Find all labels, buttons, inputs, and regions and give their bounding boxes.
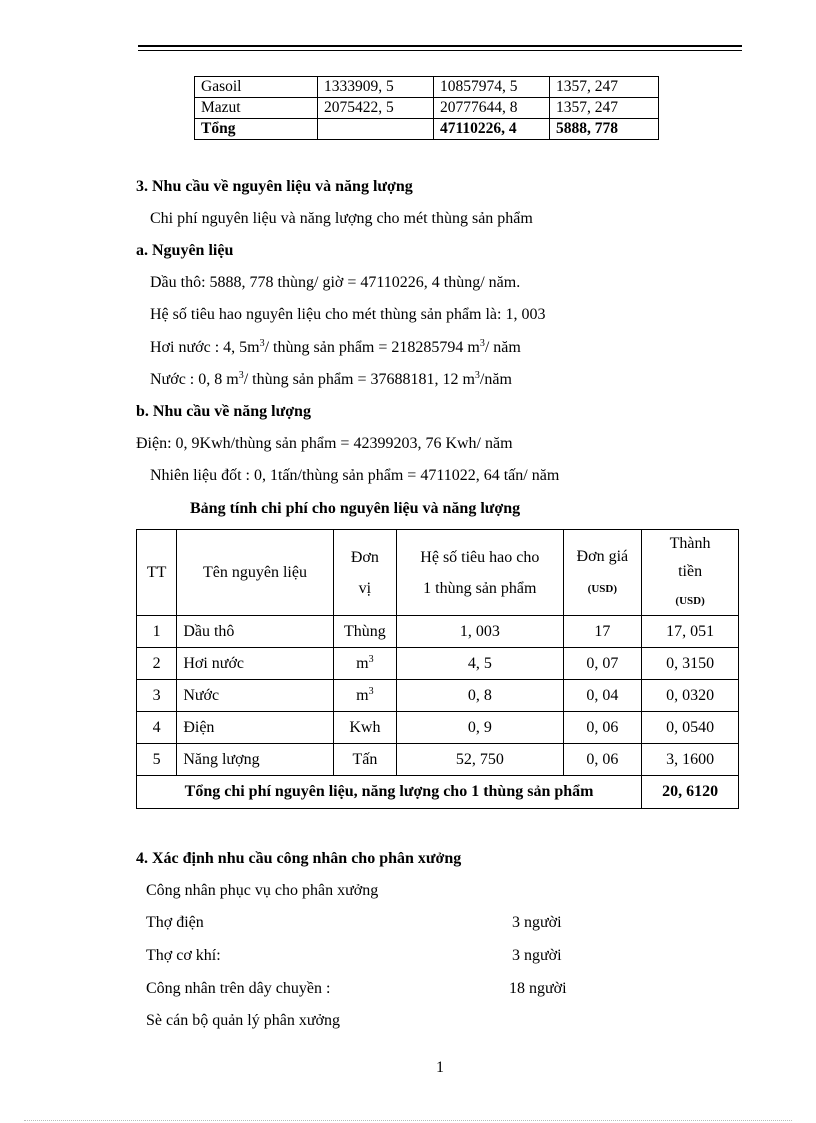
cell-unit: Thùng <box>333 616 397 648</box>
cell-total: 0, 0540 <box>642 712 739 744</box>
cell-coef: 52, 750 <box>397 744 563 776</box>
cell-name: Điện <box>177 712 333 744</box>
cell: 1357, 247 <box>550 77 659 98</box>
cell-price: 0, 06 <box>563 712 642 744</box>
superscript: 3 <box>474 370 480 381</box>
cell-name: Hơi nước <box>177 648 333 680</box>
cell-name: Dầu thô <box>177 616 333 648</box>
header-rule-thick <box>138 45 742 47</box>
consumption-coef-line: Hệ số tiêu hao nguyên liệu cho mét thùng sản phẩm là: 1, 003 <box>150 306 546 323</box>
header-unit-line1: Đơn <box>350 548 379 566</box>
header-coef <box>397 530 563 616</box>
cell-tt: 2 <box>137 648 177 680</box>
steam-line <box>150 338 521 358</box>
electricity-line: Điện: 0, 9Kwh/thùng sản phẩm = 42399203, 76 Kwh/ năm <box>136 435 513 452</box>
cell-price: 0, 04 <box>563 680 642 712</box>
header-total <box>642 530 739 616</box>
subsection-a-heading: a. Nguyên liệu <box>136 242 234 259</box>
total-label: Tổng chi phí nguyên liệu, năng lượng cho 1 thùng sản phẩm <box>137 776 642 809</box>
cell-tt: 5 <box>137 744 177 776</box>
header-total-line2: tiền <box>678 563 703 580</box>
table-row <box>195 98 659 119</box>
worker-count: 3 người <box>512 914 562 931</box>
steam-line-part3: / năm <box>484 339 521 356</box>
cell: 1357, 247 <box>550 98 659 119</box>
cell-tt: 4 <box>137 712 177 744</box>
section-3-heading: 3. Nhu cầu về nguyên liệu và năng lượng <box>136 178 413 195</box>
superscript: 3 <box>238 370 244 381</box>
table-total-row <box>137 776 739 809</box>
header-unit <box>333 530 397 616</box>
fuel-line: Nhiên liệu đốt : 0, 1tấn/thùng sản phẩm = 4711022, 64 tấn/ năm <box>150 467 560 484</box>
cost-table-caption: Bảng tính chi phí cho nguyên liệu và năng lượng <box>190 500 521 517</box>
cell: Mazut <box>195 98 318 119</box>
header-total-line3: (USD) <box>675 595 705 607</box>
header-price-line1: Đơn giá <box>576 547 629 565</box>
cell-unit <box>333 680 397 712</box>
cell-price: 17 <box>563 616 642 648</box>
steam-line-part1: Hơi nước : 4, 5m <box>150 339 260 356</box>
cell: 47110226, 4 <box>434 119 550 140</box>
water-line-part2: / thùng sản phẩm = 37688181, 12 m <box>243 371 475 388</box>
total-value: 20, 6120 <box>642 776 739 809</box>
water-line-part3: /năm <box>479 371 512 388</box>
subsection-b-heading: b. Nhu cầu về năng lượng <box>136 403 311 420</box>
superscript: 3 <box>368 653 374 665</box>
cell-coef: 4, 5 <box>397 648 563 680</box>
cell-unit-text: m <box>356 654 369 672</box>
table-header-row <box>137 530 739 616</box>
cell-total: 3, 1600 <box>642 744 739 776</box>
cell: 2075422, 5 <box>318 98 434 119</box>
table-row <box>195 119 659 140</box>
worker-role: Công nhân trên dây chuyền : <box>146 980 331 997</box>
superscript: 3 <box>259 338 265 349</box>
cell-coef: 0, 8 <box>397 680 563 712</box>
cell: 20777644, 8 <box>434 98 550 119</box>
cell-tt: 1 <box>137 616 177 648</box>
table-row <box>137 744 739 776</box>
header-total-line1: Thành <box>669 535 711 552</box>
cell-unit: Tấn <box>333 744 397 776</box>
superscript: 3 <box>479 338 485 349</box>
header-name: Tên nguyên liệu <box>177 530 333 616</box>
table-row <box>137 712 739 744</box>
table-row <box>137 616 739 648</box>
page-number: 1 <box>436 1059 444 1076</box>
cell <box>318 119 434 140</box>
page-bottom-rule <box>24 1120 792 1121</box>
cell-total: 0, 0320 <box>642 680 739 712</box>
header-rule-thin <box>138 50 742 51</box>
header-price-line2: (USD) <box>587 582 617 595</box>
water-line-part1: Nước : 0, 8 m <box>150 371 239 388</box>
cell-name: Năng lượng <box>177 744 333 776</box>
worker-count: 3 người <box>512 947 562 964</box>
cell-total: 17, 051 <box>642 616 739 648</box>
cell-price: 0, 07 <box>563 648 642 680</box>
table-row <box>137 648 739 680</box>
header-tt: TT <box>137 530 177 616</box>
header-price <box>563 530 642 616</box>
cell-unit-text: m <box>356 686 369 704</box>
table-row <box>195 77 659 98</box>
cell-coef: 0, 9 <box>397 712 563 744</box>
cell-tt: 3 <box>137 680 177 712</box>
steam-line-part2: / thùng sản phẩm = 218285794 m <box>264 339 480 356</box>
cell: Gasoil <box>195 77 318 98</box>
cell: 1333909, 5 <box>318 77 434 98</box>
cell-name: Nước <box>177 680 333 712</box>
cost-table <box>136 529 739 809</box>
cell: 10857974, 5 <box>434 77 550 98</box>
worker-count: 18 người <box>509 980 567 997</box>
table-row <box>137 680 739 712</box>
fuel-summary-table <box>194 76 659 140</box>
cell-price: 0, 06 <box>563 744 642 776</box>
cell-unit <box>333 648 397 680</box>
managers-line: Sè cán bộ quản lý phân xưởng <box>146 1012 340 1029</box>
cell-coef: 1, 003 <box>397 616 563 648</box>
water-line <box>150 370 512 390</box>
superscript: 3 <box>368 685 374 697</box>
crude-oil-line: Dầu thô: 5888, 778 thùng/ giờ = 47110226, 4 thùng/ năm. <box>150 274 521 291</box>
cell-total: 0, 3150 <box>642 648 739 680</box>
section-3-intro: Chi phí nguyên liệu và năng lượng cho mét thùng sản phẩm <box>150 210 533 227</box>
section-4-intro: Công nhân phục vụ cho phân xưởng <box>146 882 379 899</box>
cell-unit: Kwh <box>333 712 397 744</box>
cell: Tổng <box>195 119 318 140</box>
worker-role: Thợ cơ khí: <box>146 947 221 964</box>
header-coef-line2: 1 thùng sản phẩm <box>423 579 537 597</box>
worker-role: Thợ điện <box>146 914 204 931</box>
header-unit-line2: vị <box>358 579 372 597</box>
header-coef-line1: Hệ số tiêu hao cho <box>420 548 540 566</box>
cell: 5888, 778 <box>550 119 659 140</box>
section-4-heading: 4. Xác định nhu cầu công nhân cho phân xưởng <box>136 850 462 867</box>
